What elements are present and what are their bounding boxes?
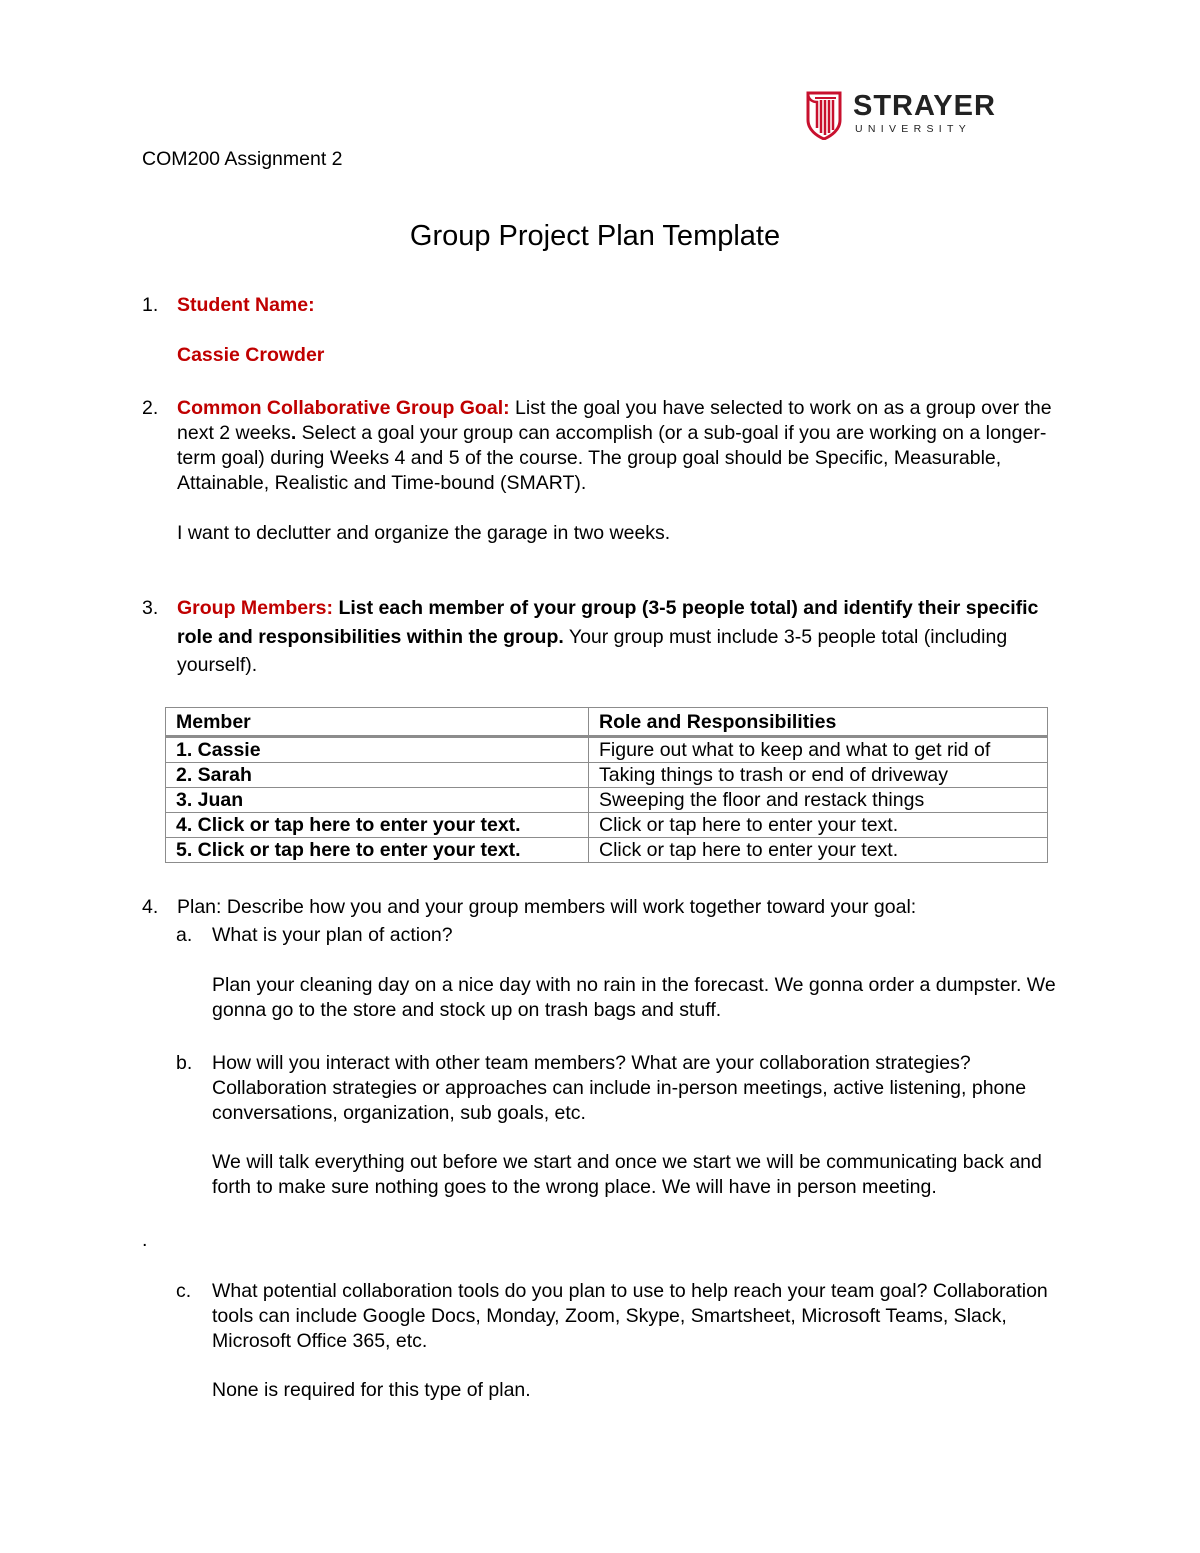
table-row (166, 737, 1048, 763)
member-cell[interactable]: 5. Click or tap here to enter your text. (166, 838, 589, 863)
role-cell[interactable]: Click or tap here to enter your text. (589, 813, 1048, 838)
item-c-answer[interactable]: None is required for this type of plan. (212, 1379, 531, 1401)
student-name-value[interactable]: Cassie Crowder (177, 344, 325, 366)
table-row (166, 813, 1048, 838)
section-3-text: Your group must include 3-5 people total (including yourself). (177, 625, 1008, 676)
table-row (166, 788, 1048, 813)
role-cell[interactable]: Taking things to trash or end of driveway (589, 763, 1048, 788)
page-title: Group Project Plan Template (409, 220, 781, 252)
section-3-paragraph (177, 594, 1067, 680)
members-table (165, 707, 1048, 863)
table-header-row (166, 708, 1048, 737)
item-c-question: What potential collaboration tools do you plan to use to help reach your team goal? Collaboration tools can include Google Docs, Monday, Zoom, Skype, Smartsheet, Microsoft Teams, Slack, Microsoft Office 365, etc. (212, 1280, 1048, 1352)
section-2-text-a: List the goal you have selected to work on as a group over the next 2 weeks (177, 397, 1052, 444)
stray-period: . (142, 1229, 148, 1251)
member-cell[interactable]: 1. Cassie (166, 737, 589, 763)
section-2-label: Common Collaborative Group Goal: (177, 397, 510, 419)
item-b-letter: b. (176, 1052, 193, 1074)
item-a-answer[interactable]: Plan your cleaning day on a nice day with no rain in the forecast. We gonna order a dumpster. We gonna go to the store and stock up on trash bags and stuff. (212, 974, 1056, 1021)
section-3-bold-text: List each member of your group (3-5 people total) and identify their specific role and responsibilities within the group. (177, 597, 1039, 648)
header-member: Member (166, 708, 589, 737)
role-cell[interactable]: Click or tap here to enter your text. (589, 838, 1048, 863)
section-2-text-dot: . (290, 422, 297, 444)
section-4-number: 4. (142, 896, 159, 918)
item-a-question: What is your plan of action? (212, 924, 453, 946)
member-cell[interactable]: 3. Juan (166, 788, 589, 813)
table-row (166, 763, 1048, 788)
section-4-intro: Plan: Describe how you and your group members will work together toward your goal: (177, 896, 917, 918)
section-3-label: Group Members: (177, 597, 334, 619)
item-c-letter: c. (176, 1280, 192, 1302)
logo-subtitle: UNIVERSITY (855, 123, 972, 135)
role-cell[interactable]: Sweeping the floor and restack things (589, 788, 1048, 813)
logo-wordmark: STRAYER (853, 90, 996, 122)
role-cell[interactable]: Figure out what to keep and what to get rid of (589, 737, 1048, 763)
member-cell[interactable]: 4. Click or tap here to enter your text. (166, 813, 589, 838)
member-cell[interactable]: 2. Sarah (166, 763, 589, 788)
section-2-number: 2. (142, 397, 159, 419)
item-b-answer[interactable]: We will talk everything out before we start and once we start we will be communicating back and forth to make sure nothing goes to the wrong place. We will have in person meeting. (212, 1151, 1042, 1198)
section-2-text-b: Select a goal your group can accomplish (or a sub-goal if you are working on a longer-term goal) during Weeks 4 and 5 of the course. The group goal should be Specific, Measurable, Attainable, Realistic and Time-bound (SMART). (177, 422, 1047, 494)
strayer-logo (805, 88, 1015, 140)
strayer-seal-icon (805, 90, 843, 140)
section-2-paragraph (177, 396, 1067, 496)
header-role: Role and Responsibilities (589, 708, 1048, 737)
item-a-letter: a. (176, 924, 193, 946)
section-1-number: 1. (142, 294, 159, 316)
group-goal-answer[interactable]: I want to declutter and organize the garage in two weeks. (177, 522, 671, 544)
item-b-question: How will you interact with other team members? What are your collaboration strategies? Collaboration strategies or approaches can include in-person meetings, active listening, phone conversations, organization, sub goals, etc. (212, 1052, 1027, 1124)
section-3-number: 3. (142, 597, 159, 619)
section-1-label: Student Name: (177, 294, 315, 316)
course-label: COM200 Assignment 2 (142, 148, 343, 170)
table-row (166, 838, 1048, 863)
